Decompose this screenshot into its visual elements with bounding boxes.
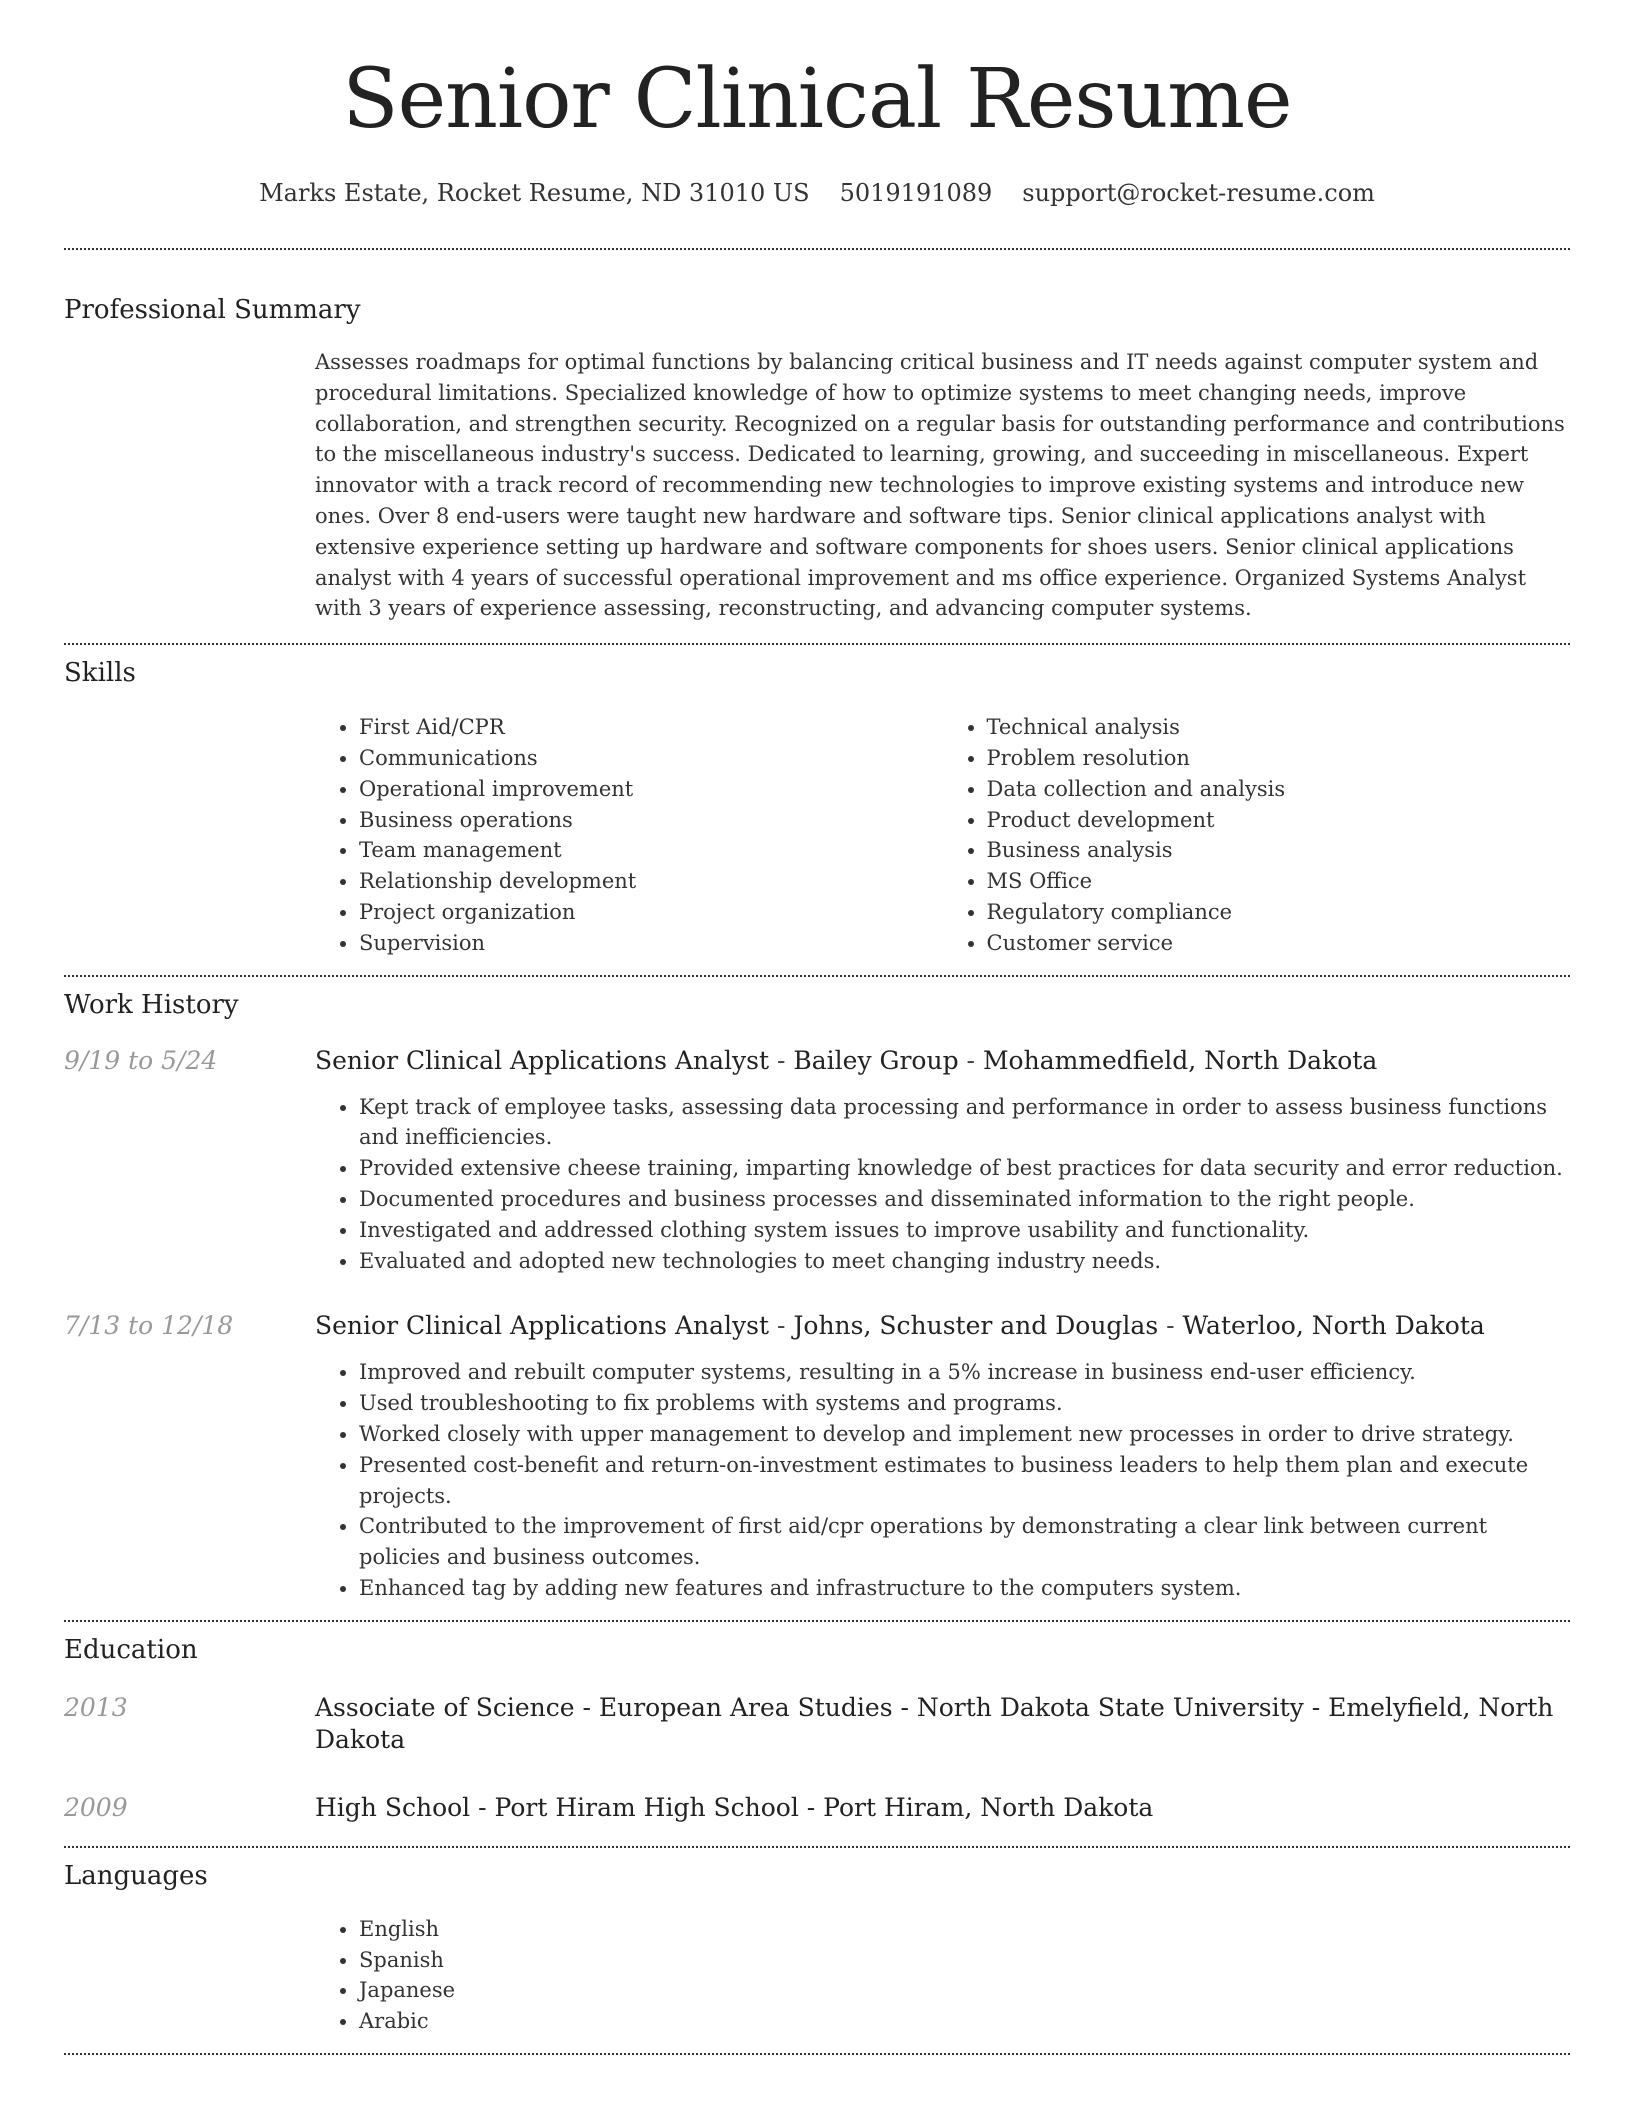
- languages-list: [315, 1914, 1570, 2037]
- language-item: • Arabic: [359, 2006, 1570, 2037]
- skills-list-right: [943, 712, 1571, 958]
- job-location: Waterloo, North Dakota: [1182, 1311, 1485, 1341]
- work-history-heading: Work History: [64, 989, 239, 1020]
- skills-list-left: [315, 712, 943, 958]
- education-degree: High School: [315, 1792, 471, 1822]
- job-bullet: • Contributed to the improvement of first aid/cpr operations by demonstrating a clear link between current policies and business outcomes.: [359, 1511, 1570, 1573]
- job-company: Johns, Schuster and Douglas: [793, 1311, 1159, 1341]
- separator: -: [798, 1792, 824, 1822]
- skill-item: • Operational improvement: [359, 774, 943, 805]
- job-bullet: • Improved and rebuilt computer systems, resulting in a 5% increase in business end-user efficiency.: [359, 1357, 1570, 1388]
- job-bullet: • Investigated and addressed clothing system issues to improve usability and functionality.: [359, 1215, 1570, 1246]
- section-divider: [64, 1846, 1570, 1848]
- job-title: Senior Clinical Applications Analyst: [315, 1045, 770, 1075]
- education-year: 2009: [64, 1792, 128, 1822]
- job-bullet: • Enhanced tag by adding new features and infrastructure to the computers system.: [359, 1573, 1570, 1604]
- skill-item: • Supervision: [359, 928, 943, 959]
- skill-item: • Team management: [359, 835, 943, 866]
- skill-item: • Business operations: [359, 805, 943, 836]
- education-heading-line: [315, 1692, 1570, 1756]
- job-heading: [315, 1045, 1377, 1077]
- job-bullets: [315, 1357, 1570, 1603]
- skill-item: • MS Office: [987, 866, 1571, 897]
- skills-grid: [315, 712, 1570, 958]
- skill-item: • Product development: [987, 805, 1571, 836]
- section-divider: [64, 975, 1570, 977]
- language-item: • English: [359, 1914, 1570, 1945]
- job-bullet: • Provided extensive cheese training, imparting knowledge of best practices for data security and error reduction.: [359, 1153, 1570, 1184]
- separator: -: [769, 1311, 794, 1341]
- education-entry: [64, 1692, 1570, 1756]
- skill-item: • Business analysis: [987, 835, 1571, 866]
- job-bullet: • Presented cost-benefit and return-on-investment estimates to business leaders to help them plan and execute projects.: [359, 1450, 1570, 1512]
- education-school: North Dakota State University: [916, 1692, 1304, 1722]
- education-location: Port Hiram, North Dakota: [823, 1792, 1154, 1822]
- resume-page: [64, 0, 1570, 2055]
- job-bullet: • Documented procedures and business processes and disseminated information to the right people.: [359, 1184, 1570, 1215]
- separator: -: [574, 1692, 599, 1722]
- job-title: Senior Clinical Applications Analyst: [315, 1311, 770, 1341]
- education-year: 2013: [64, 1692, 128, 1722]
- skill-item: • Technical analysis: [987, 712, 1571, 743]
- language-item: • Spanish: [359, 1945, 1570, 1976]
- job-bullet: • Evaluated and adopted new technologies to meet changing industry needs.: [359, 1246, 1570, 1277]
- education-field: European Area Studies: [598, 1692, 893, 1722]
- job-bullets: [315, 1092, 1570, 1277]
- contact-phone: 5019191089: [839, 179, 993, 207]
- job-entry: [64, 1310, 1570, 1603]
- skills-heading: Skills: [64, 658, 136, 689]
- education-heading: Education: [64, 1634, 198, 1665]
- skill-item: • Customer service: [987, 928, 1571, 959]
- skill-item: • Regulatory compliance: [987, 897, 1571, 928]
- skill-item: • Data collection and analysis: [987, 774, 1571, 805]
- separator: -: [892, 1692, 917, 1722]
- skill-item: • Project organization: [359, 897, 943, 928]
- skill-item: • Communications: [359, 743, 943, 774]
- separator: -: [1303, 1692, 1329, 1722]
- section-divider: [64, 2053, 1570, 2055]
- education-degree: Associate of Science: [315, 1692, 575, 1722]
- separator: -: [769, 1045, 794, 1075]
- education-heading-line: [315, 1792, 1153, 1824]
- job-bullet: • Worked closely with upper management to develop and implement new processes in order to drive strategy.: [359, 1419, 1570, 1450]
- job-location: Mohammedfield, North Dakota: [982, 1045, 1378, 1075]
- job-bullet: • Used troubleshooting to fix problems with systems and programs.: [359, 1388, 1570, 1419]
- education-location: Emelyfield, North Dakota: [315, 1692, 1554, 1754]
- skill-item: • Relationship development: [359, 866, 943, 897]
- job-company: Bailey Group: [793, 1045, 959, 1075]
- separator: -: [470, 1792, 495, 1822]
- language-item: • Japanese: [359, 1975, 1570, 2006]
- separator: -: [1158, 1311, 1183, 1341]
- job-dates: 7/13 to 12/18: [64, 1311, 234, 1341]
- education-school: Port Hiram High School: [494, 1792, 799, 1822]
- summary-heading: Professional Summary: [64, 295, 361, 325]
- job-bullet: • Kept track of employee tasks, assessing data processing and performance in order to assess business functions and inefficiencies.: [359, 1092, 1570, 1154]
- job-dates: 9/19 to 5/24: [64, 1045, 218, 1075]
- skill-item: • First Aid/CPR: [359, 712, 943, 743]
- section-divider: [64, 1620, 1570, 1622]
- job-entry: [64, 1045, 1570, 1277]
- separator: -: [958, 1045, 983, 1075]
- section-divider: [64, 643, 1570, 645]
- section-divider: [64, 248, 1570, 250]
- contact-email[interactable]: support@rocket-resume.com: [1022, 179, 1375, 207]
- summary-text: Assesses roadmaps for optimal functions by balancing critical business and IT needs against computer system and procedural limitations. Specialized knowledge of how to optimize systems to meet changing needs, improve collaboration, and strengthen security. Recognized on a regular basis for outstanding performance and contributions to the miscellaneous industry's success. Dedicated to learning, growing, and succeeding in miscellaneous. Expert innovator with a track record of recommending new technologies to improve existing systems and introduce new ones. Over 8 end-users were taught new hardware and software tips. Senior clinical applications analyst with extensive experience setting up hardware and software components for shoes users. Senior clinical applications analyst with 4 years of successful operational improvement and ms office experience. Organized Systems Analyst with 3 years of experience assessing, reconstructing, and advancing computer systems.: [315, 350, 1565, 621]
- contact-address: Marks Estate, Rocket Resume, ND 31010 US: [259, 179, 810, 207]
- languages-heading: Languages: [64, 1860, 208, 1891]
- job-heading: [315, 1310, 1485, 1342]
- skill-item: • Problem resolution: [987, 743, 1571, 774]
- education-entry: [64, 1792, 1570, 1824]
- contact-line: [64, 178, 1570, 208]
- resume-title: Senior Clinical Resume: [342, 52, 1292, 147]
